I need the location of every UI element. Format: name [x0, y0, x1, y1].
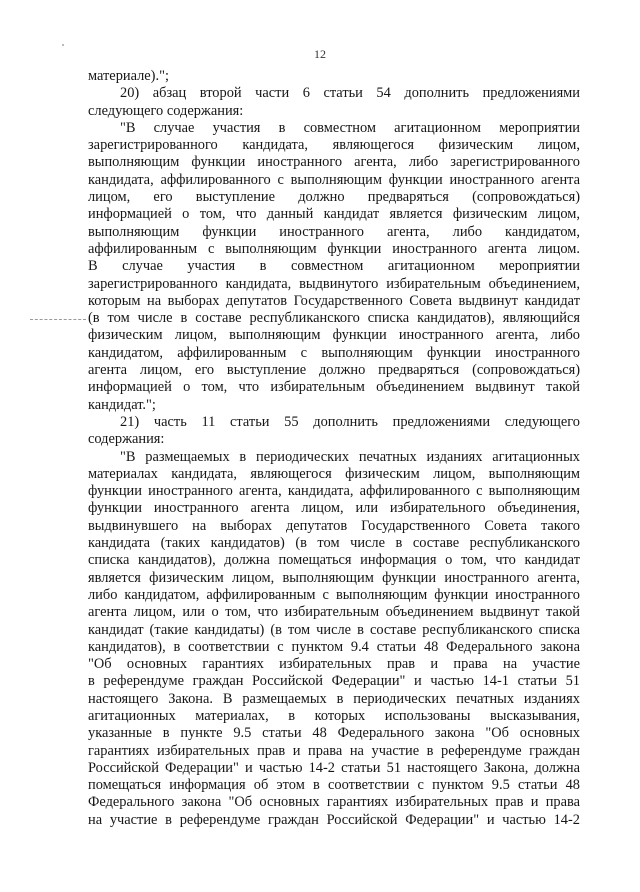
text-line: функции иностранного агента, кандидата, аффилированного с выполняющим [88, 483, 580, 500]
text-line: помещаться информация об этом в соответствии с пунктом 9.5 статьи 48 [88, 777, 580, 794]
text-line: "Об основных гарантиях избирательных прав и права на участие [88, 656, 580, 673]
text-line: агента лицом, его выступление должно предваряться (сопровождаться) [88, 362, 580, 379]
text-line: гарантиях избирательных прав и права на участие в референдуме граждан [88, 742, 580, 759]
text-line: является физическим лицом, выполняющим функции иностранного агента, [88, 569, 580, 586]
text-line: материалах кандидата, являющегося физическим лицом, выполняющим [88, 465, 580, 482]
text-line: которым на выборах депутатов Государственного Совета выдвинут кандидат [88, 292, 580, 309]
text-line: Российской Федерации" и частью 14-2 статьи 51 настоящего Закона, должна [88, 759, 580, 776]
text-line: кандидатов), в соответствии с пунктом 9.4 статьи 48 Федерального закона [88, 638, 580, 655]
text-line: либо кандидатом, аффилированным с выполняющим функции иностранного [88, 586, 580, 603]
text-line: "В случае участия в совместном агитационном мероприятии [120, 119, 580, 136]
text-line: содержания: [88, 431, 165, 448]
text-line: материале)."; [88, 68, 169, 84]
text-line: информацией о том, что избирательным объединением выдвинут такой [88, 379, 580, 396]
text-line: агента лицом, или о том, что избирательным объединением выдвинут такой [88, 604, 580, 621]
text-line: физическим лицом, выполняющим функции иностранного агента, либо [88, 327, 580, 344]
text-line: аффилированным с выполняющим функции иностранного агента лицом. [88, 240, 580, 257]
text-line: выдвинувшего на выборах депутатов Государственного Совета такого [88, 517, 580, 534]
text-line: зарегистрированного кандидата, являющегося физическим лицом, [88, 137, 580, 154]
text-line: на участие в референдуме граждан Российской Федерации" и частью 14-2 [88, 811, 580, 828]
document-body [88, 68, 580, 829]
text-line: В случае участия в совместном агитационном мероприятии [88, 258, 580, 275]
text-line: выполняющим функции иностранного агента, либо зарегистрированного [88, 154, 580, 171]
text-line: выполняющим функции иностранного агента, либо кандидатом, [88, 223, 580, 240]
text-line: зарегистрированного кандидата, выдвинутого избирательным объединением, [88, 275, 580, 292]
text-line: указанные в пункте 9.5 статьи 48 Федерального закона "Об основных [88, 725, 580, 742]
text-line: лицом, его выступление должно предваряться (сопровождаться) [88, 189, 580, 206]
margin-mark [30, 319, 86, 320]
page-number: 12 [314, 47, 326, 61]
text-line: Федерального закона "Об основных гарантиях избирательных прав и права [88, 794, 580, 811]
text-line: кандидат (такие кандидаты) (в том числе в составе республиканского списка [88, 621, 580, 638]
scan-speck [62, 44, 64, 46]
text-line: списка кандидатов), должна помещаться информация о том, что кандидат [88, 552, 580, 569]
text-line: информацией о том, что данный кандидат является физическим лицом, [88, 206, 580, 223]
text-line: "В размещаемых в периодических печатных изданиях агитационных [120, 448, 580, 465]
text-line: 20) абзац второй части 6 статьи 54 дополнить предложениями [120, 85, 580, 102]
text-line: кандидата, аффилированного с выполняющим функции иностранного агента [88, 171, 580, 188]
text-line: кандидата (таких кандидатов) (в том числе в составе республиканского [88, 535, 580, 552]
text-line: настоящего Закона. В размещаемых в периодических печатных изданиях [88, 690, 580, 707]
text-line: кандидат."; [88, 396, 156, 413]
text-line: (в том числе в составе республиканского списка кандидатов), являющийся [88, 310, 580, 327]
text-line: в референдуме граждан Российской Федерации" и частью 14-1 статьи 51 [88, 673, 580, 690]
text-line: кандидатом, аффилированным с выполняющим функции иностранного [88, 344, 580, 361]
text-line: следующего содержания: [88, 102, 244, 119]
text-line: функции иностранного агента лицом, или избирательного объединения, [88, 500, 580, 517]
text-line: 21) часть 11 статьи 55 дополнить предложениями следующего [120, 413, 580, 430]
text-line: агитационных материалах, в которых использованы высказывания, [88, 707, 580, 724]
